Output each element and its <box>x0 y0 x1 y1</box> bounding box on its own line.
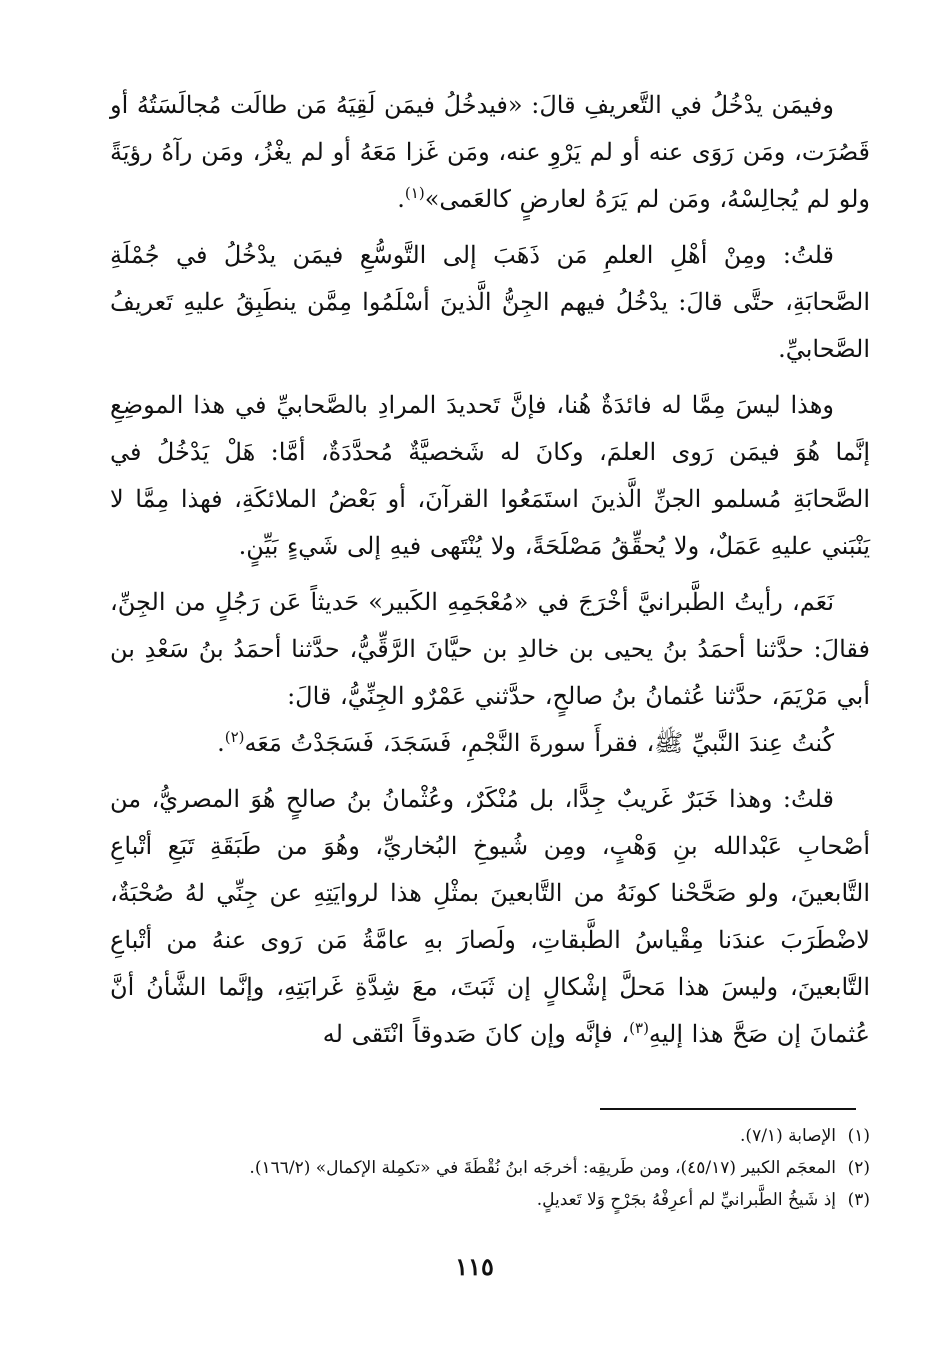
quoted-hadith-trailing: . <box>217 729 225 757</box>
footnote-ref-2[interactable]: (٢) <box>224 728 245 746</box>
footnote-3 <box>110 1184 870 1216</box>
footnotes <box>110 1120 870 1216</box>
quoted-hadith <box>110 720 870 767</box>
paragraph-4 <box>110 579 870 720</box>
paragraph-6-trailing: ، فإنَّه وإن كانَ صَدوقاً انْتَقى له <box>322 1020 630 1048</box>
body-text <box>110 82 870 1058</box>
page-number: ١١٥ <box>455 1252 494 1281</box>
footnote-2-text: المعجَم الكبير (٤٥/١٧)، ومن طَريقِه: أخرجَه ابنُ نُقْطَةَ في «تكمِلة الإكمال» (١٦٦/٢). <box>249 1158 836 1178</box>
footnote-2 <box>110 1152 870 1184</box>
paragraph-6-text: قلتُ: وهذا خَبَرٌ غَريبٌ جِدًّا، بل مُنْكَرٌ، وعُثْمانُ بنُ صالحٍ هُوَ المصريُّ، من أصْحابِ عَبْدالله بنِ وَهْبٍ، ومِن شُيوخِ البُخاريِّ، وهُوَ من طَبَقَةِ تَبَعِ أتْباعِ التَّابعينَ، ولو صَحَّحْنا كونَهُ من التَّابعينَ بمثْلِ هذا لروايَتِهِ عن جِنِّي لهُ صُحْبَةٌ، لاضْطَرَبَ عندَنا مِقْياسُ الطَّبقاتِ، ولَصارَ بهِ عامَّةُ مَن رَوى عنهُ من أتْباعِ التَّابعينَ، وليسَ هذا مَحلَّ إشْكالٍ إن ثَبَتَ، معَ شِدَّةِ غَرابَتِهِ، وإنَّما الشَّأنُ أنَّ عُثمانَ إن صَحَّ هذا إليهِ <box>110 785 871 1048</box>
paragraph-2-text: قلتُ: ومِنْ أهْلِ العلمِ مَن ذَهَبَ إلى التَّوسُّعِ فيمَن يدْخُلُ في جُمْلَةِ الصَّحابَةِ، حتَّى قالَ: يدْخُلُ فيهم الجِنُّ الَّذينَ أسْلَمُوا مِمَّن ينطَبِقُ عليهِ تَعريفُ الصَّحابيِّ. <box>110 241 870 363</box>
paragraph-1 <box>110 82 870 223</box>
paragraph-3-text: وهذا ليسَ مِمَّا له فائدَةٌ هُنا، فإنَّ تَحديدَ المرادِ بالصَّحابيِّ في هذا الموضِعِ إنَّما هُوَ فيمَن رَوى العلمَ، وكانَ له شَخصيَّةٌ مُحدَّدَةٌ، أمَّا: هَلْ يَدْخُلُ في الصَّحابَةِ مُسلمو الجنِّ الَّذينَ استَمَعُوا القرآنَ، أو بَعْضُ الملائكَةِ، فهذا مِمَّا لا يَنْبَني عليهِ عَمَلٌ، ولا يُحقِّقُ مَصْلَحَةً، ولا يُنْتَهى فيهِ إلى شَيءٍ بَيِّنٍ. <box>110 391 870 560</box>
paragraph-4-text: نَعَم، رأيتُ الطَّبرانيَّ أخْرَجَ في «مُعْجَمِهِ الكَبير» حَديثاً عَن رَجُلٍ من الجِنِّ، فقالَ: حدَّثنا أحمَدُ بنُ يحيى بن خالدِ بن حيَّانَ الرَّقِّيُّ، حدَّثنا أحمَدُ بنُ سَعْدِ بن أبي مَرْيَمَ، حدَّثنا عُثمانُ بنُ صالحٍ، حدَّثني عَمْرٌو الجِنِّيُّ، قالَ: <box>110 588 870 710</box>
footnote-divider <box>600 1108 856 1110</box>
quoted-hadith-text: كُنتُ عِندَ النَّبيِّ ﷺ، فقرأَ سورةَ النَّجْمِ، فَسَجَدَ، فَسَجَدْتُ مَعَه <box>244 729 834 757</box>
footnote-ref-1[interactable]: (١) <box>404 184 425 202</box>
footnote-1-text: الإصابة (٧/١). <box>740 1126 836 1146</box>
footnote-ref-3[interactable]: (٣) <box>629 1019 649 1037</box>
paragraph-3 <box>110 382 870 570</box>
paragraph-2 <box>110 232 870 373</box>
paragraph-1-text: وفيمَن يدْخُلُ في التَّعريفِ قالَ: «فيدخُلُ فيمَن لَقِيَهُ مَن طالَت مُجالَسَتُهُ أو قَصُرَت، ومَن رَوَى عنه أو لم يَرْوِ عنه، ومَن غَزا مَعَهُ أو لم يغْزُ، ومَن رآهُ رؤيَةً ولو لم يُجالِسْهُ، ومَن لم يَرَهُ لعارضٍ كالعَمى» <box>110 91 870 213</box>
paragraph-6 <box>110 776 870 1058</box>
footnote-1-number: (١) <box>847 1126 870 1146</box>
footnote-2-number: (٢) <box>847 1158 870 1178</box>
footnote-3-number: (٣) <box>847 1190 870 1210</box>
footnote-1 <box>110 1120 870 1152</box>
paragraph-1-trailing: . <box>397 185 405 213</box>
footnote-3-text: إذ شَيخُ الطَّبرانيِّ لم أعرِفْهُ بجَرْحٍ وَلا تَعديلٍ. <box>536 1190 836 1210</box>
